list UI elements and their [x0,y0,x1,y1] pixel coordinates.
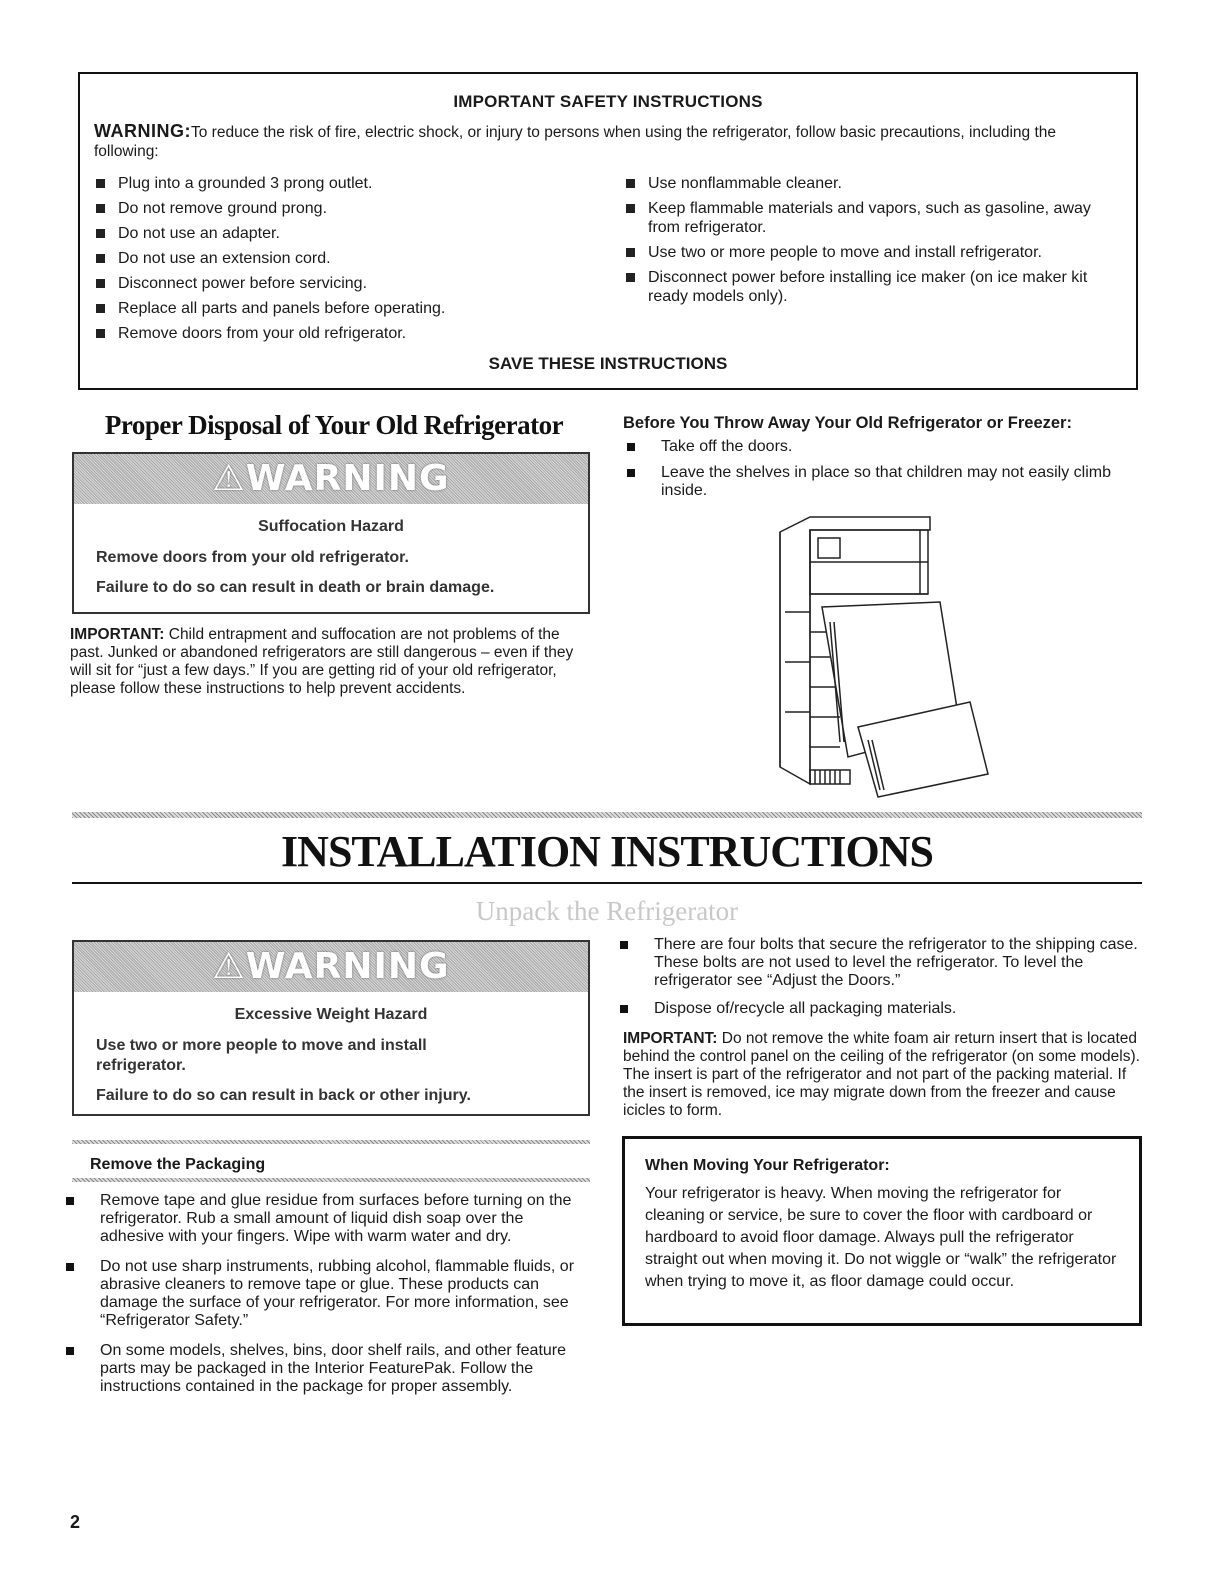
list-item: Do not use an extension cord. [94,249,594,268]
warning-consequence: Failure to do so can result in death or brain damage. [96,579,495,596]
list-item: Dispose of/recycle all packaging materials. [616,1000,1142,1018]
warning-body [74,992,588,1116]
bullet-icon [96,229,105,238]
bullet-icon [96,304,105,313]
bullet-icon [620,941,628,949]
section-divider [72,812,1142,818]
moving-refrigerator-box [622,1136,1142,1326]
bullet-icon [626,273,635,282]
safety-instructions-box [78,72,1138,390]
warning-text: To reduce the risk of fire, electric shock, or injury to persons when using the refrigerator, follow basic precautions, including the following: [94,124,1056,160]
unpack-list [616,936,1142,1026]
unpack-subheading: Unpack the Refrigerator [475,896,739,926]
before-throw-away-list [623,438,1123,508]
warning-instruction: Use two or more people to move and install refrigerator. [96,1037,427,1074]
warning-banner: ⚠WARNING [74,942,588,992]
disposal-heading: Proper Disposal of Your Old Refrigerator [104,410,564,440]
list-item: Do not use an adapter. [94,224,594,243]
hazard-title: Excessive Weight Hazard [234,1006,428,1023]
bullet-icon [626,248,635,257]
list-item: Remove tape and glue residue from surfaces before turning on the refrigerator. Rub a small amount of liquid dish soap over the adhesive with your fingers. Wipe with warm water and dry. [62,1192,582,1246]
heading-underline [72,882,1142,884]
warning-body [74,504,588,608]
safety-list-left [94,174,594,349]
packaging-bottom-rule [72,1178,590,1182]
important-label: IMPORTANT: [70,626,165,643]
packaging-list [62,1192,582,1404]
list-item: Do not remove ground prong. [94,199,594,218]
before-throw-away-heading: Before You Throw Away Your Old Refrigerator or Freezer: [623,414,1072,432]
list-item: Disconnect power before installing ice maker (on ice maker kit ready models only). [624,268,1124,306]
bullet-icon [627,443,635,451]
list-item: There are four bolts that secure the refrigerator to the shipping case. These bolts are not used to level the refrigerator. To level the refrigerator see “Adjust the Doors.” [616,936,1142,990]
refrigerator-doors-removed-illustration [770,512,1000,802]
bullet-icon [96,254,105,263]
safety-list-right [624,174,1124,312]
save-instructions: SAVE THESE INSTRUCTIONS [488,354,728,373]
moving-title: When Moving Your Refrigerator: [645,1157,890,1174]
disposal-important-paragraph: IMPORTANT: Child entrapment and suffocation are not problems of the past. Junked or abandoned refrigerators are still dangerous – even if they will sit for “just a few days.” If you are getting rid of your old refrigerator, please follow these instructions to help prevent accidents. [70,626,574,697]
list-item: On some models, shelves, bins, door shelf rails, and other feature parts may be packaged in the Interior FeaturePak. Follow the instructions contained in the package for proper assembly. [62,1342,582,1396]
list-item: Plug into a grounded 3 prong outlet. [94,174,594,193]
list-item: Do not use sharp instruments, rubbing alcohol, flammable fluids, or abrasive cleaners to remove tape or glue. These products can damage the surface of your refrigerator. For more information, see “Refrigerator Safety.” [62,1258,582,1330]
hazard-title: Suffocation Hazard [258,518,404,535]
moving-text: Your refrigerator is heavy. When moving the refrigerator for cleaning or service, be sure to cover the floor with cardboard or hardboard to avoid floor damage. Always pull the refrigerator straight out when moving it. Do not wiggle or “walk” the refrigerator when trying to move it, as floor damage could occur. [645,1185,1117,1290]
warning-banner: ⚠WARNING [74,454,588,504]
bullet-icon [66,1347,74,1355]
list-item: Leave the shelves in place so that children may not easily climb inside. [623,464,1123,500]
list-item: Remove doors from your old refrigerator. [94,324,594,343]
list-item: Use two or more people to move and install refrigerator. [624,243,1124,262]
list-item: Use nonflammable cleaner. [624,174,1124,193]
warning-consequence: Failure to do so can result in back or other injury. [96,1087,471,1104]
safety-title: IMPORTANT SAFETY INSTRUCTIONS [453,92,763,111]
suffocation-warning-panel [72,452,590,614]
bullet-icon [620,1005,628,1013]
safety-warning [94,122,1124,161]
list-item: Replace all parts and panels before operating. [94,299,594,318]
packaging-top-rule [72,1140,590,1144]
page-number: 2 [70,1512,81,1532]
bullet-icon [66,1263,74,1271]
packaging-heading: Remove the Packaging [90,1156,266,1173]
bullet-icon [96,179,105,188]
list-item: Disconnect power before servicing. [94,274,594,293]
installation-heading: INSTALLATION INSTRUCTIONS [281,827,933,876]
list-item: Take off the doors. [623,438,1123,456]
list-item: Keep flammable materials and vapors, such as gasoline, away from refrigerator. [624,199,1124,237]
bullet-icon [96,204,105,213]
bullet-icon [66,1197,74,1205]
bullet-icon [626,204,635,213]
important-label: IMPORTANT: [623,1030,718,1047]
bullet-icon [626,179,635,188]
bullet-icon [96,279,105,288]
installation-important-paragraph: IMPORTANT: Do not remove the white foam air return insert that is located behind the control panel on the ceiling of the refrigerator (on some models). The insert is part of the refrigerator and not part of the packing material. If the insert is removed, ice may migrate down from the freezer and cause icicles to form. [623,1030,1140,1119]
warning-label: WARNING: [94,121,191,141]
bullet-icon [627,469,635,477]
warning-instruction: Remove doors from your old refrigerator. [96,549,409,566]
bullet-icon [96,329,105,338]
weight-warning-panel [72,940,590,1116]
